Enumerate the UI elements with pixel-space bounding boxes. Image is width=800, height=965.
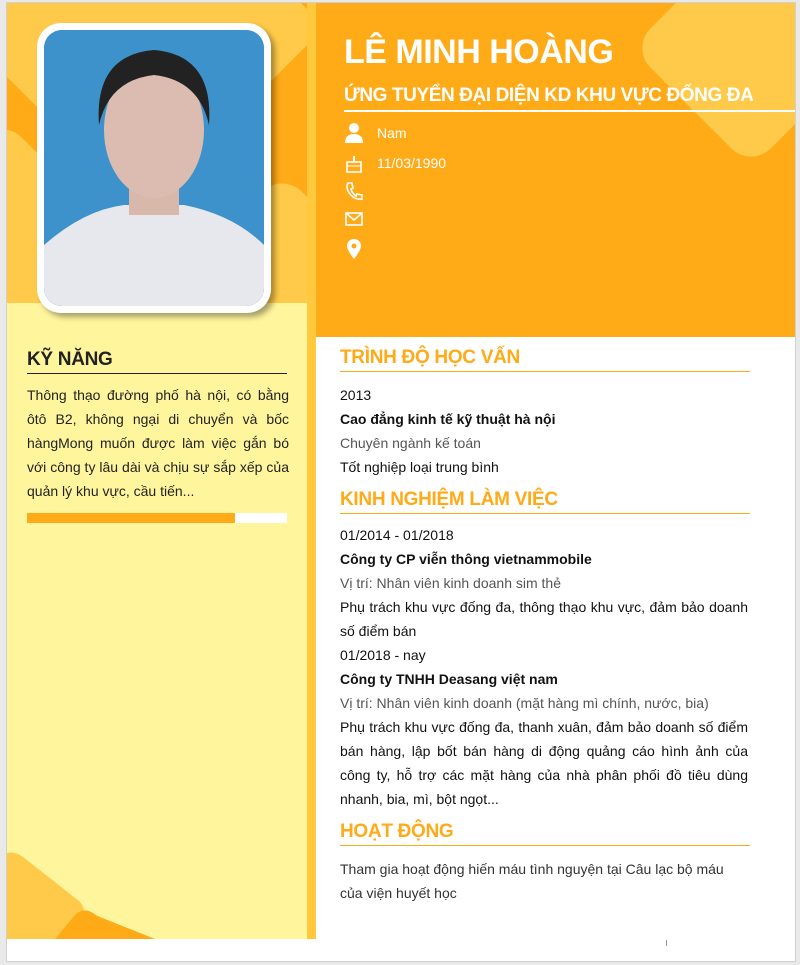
education-school: Cao đẳng kinh tế kỹ thuật hà nội (340, 411, 556, 427)
education-title: TRÌNH ĐỘ HỌC VẤN (340, 347, 750, 372)
email-icon (345, 209, 363, 229)
email-row (345, 209, 377, 229)
experience-list (340, 523, 748, 811)
cv-page (6, 2, 796, 962)
skills-title: KỸ NĂNG (27, 349, 287, 374)
phone-row (345, 181, 377, 201)
education-result: Tốt nghiệp loại trung bình (340, 459, 499, 475)
experience-position: Vị trí: Nhân viên kinh doanh sim thẻ (340, 575, 562, 591)
column-divider (307, 3, 316, 939)
birthday-row (345, 153, 446, 173)
experience-description: Phụ trách khu vực đống đa, thông thạo khu vực, đảm bảo doanh số điểm bán (340, 599, 748, 639)
experience-position: Vị trí: Nhân viên kinh doanh (mặt hàng mì chính, nước, bia) (340, 695, 709, 711)
cursor-mark (666, 940, 667, 946)
experience-description: Phụ trách khu vực đống đa, thanh xuân, đảm bảo doanh số điểm bán hàng, lập bốt bán hàng di động quảng cáo hình ảnh của công ty, hỗ trợ các mặt hàng của nhà phân phối đồ tiêu dùng nhanh, bia, mì, bột ngọt... (340, 719, 748, 807)
decor-shapes (7, 849, 307, 939)
gender-value: Nam (377, 125, 407, 141)
applied-position: ỨNG TUYỂN ĐẠI DIỆN KD KHU VỰC ĐỐNG ĐA (344, 85, 796, 112)
experience-period: 01/2018 - nay (340, 647, 426, 663)
cake-icon (345, 153, 363, 173)
education-major: Chuyên ngành kế toán (340, 435, 481, 451)
experience-company: Công ty TNHH Deasang việt nam (340, 671, 558, 687)
skill-level-bar (27, 513, 287, 523)
candidate-name: LÊ MINH HOÀNG (344, 33, 614, 71)
birthday-value: 11/03/1990 (377, 155, 447, 171)
skill-level-fill (27, 513, 235, 523)
experience-title: KINH NGHIỆM LÀM VIỆC (340, 489, 750, 514)
location-pin-icon (345, 239, 363, 259)
activities-text: Tham gia hoạt động hiến máu tình nguyện tại Câu lạc bộ máu của viện huyết học (340, 861, 724, 901)
phone-icon (345, 181, 363, 201)
experience-company: Công ty CP viễn thông vietnammobile (340, 551, 592, 567)
experience-period: 01/2014 - 01/2018 (340, 527, 454, 543)
address-row (345, 239, 377, 259)
education-year: 2013 (340, 387, 372, 403)
profile-photo (37, 23, 271, 313)
gender-row (345, 123, 407, 143)
person-icon (345, 123, 363, 143)
education-entry (340, 383, 748, 479)
skills-text: Thông thạo đường phố hà nội, có bằng ôtô B2, không ngại di chuyển và bốc hàngMong muốn được làm việc gắn bó với công ty lâu dài và chịu sự sắp xếp của quản lý khu vực, cầu tiến... (27, 387, 289, 499)
activities-title: HOẠT ĐỘNG (340, 821, 750, 846)
